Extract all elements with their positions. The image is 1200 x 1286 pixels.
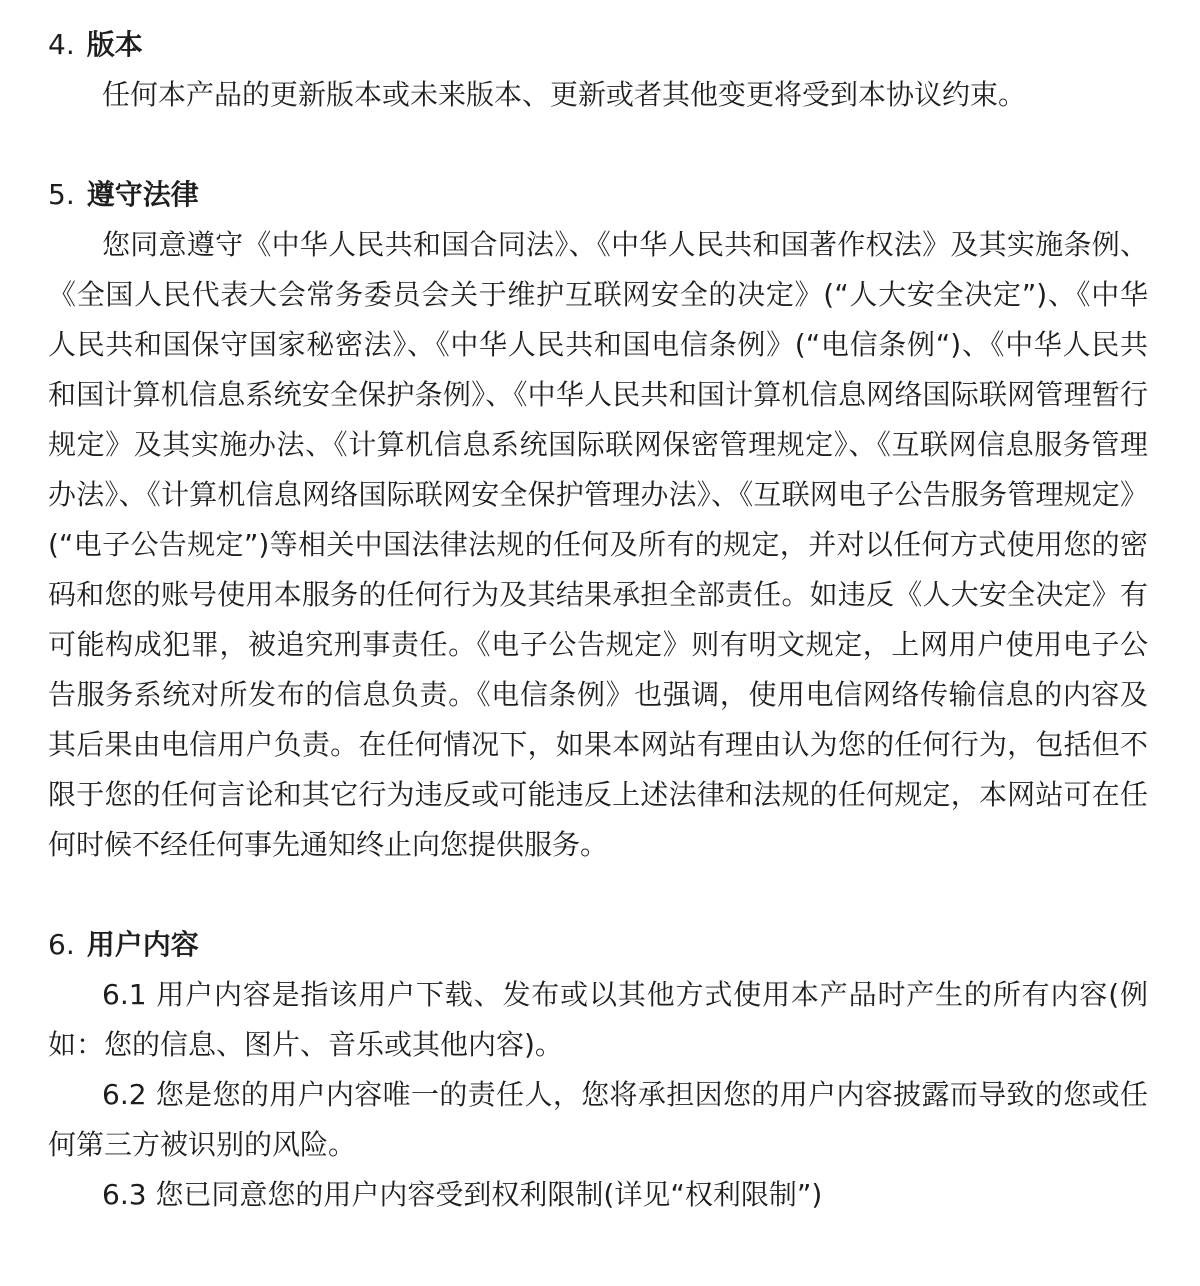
section-title: 用户内容	[86, 928, 199, 961]
section-paragraph: 6.1 用户内容是指该用户下载、发布或以其他方式使用本产品时产生的所有内容(例如：您的信息、图片、音乐或其他内容)。	[48, 978, 1148, 1061]
section-heading	[48, 20, 1148, 70]
section-number: 6.	[48, 928, 75, 961]
section-paragraph: 6.3 您已同意您的用户内容受到权利限制(详见“权利限制”)	[102, 1178, 823, 1211]
section-title: 版本	[86, 28, 143, 61]
section-version	[48, 20, 1148, 120]
section-user-content	[48, 920, 1148, 1220]
section-number: 4.	[48, 28, 75, 61]
section-paragraph: 任何本产品的更新版本或未来版本、更新或者其他变更将受到本协议约束。	[102, 78, 1027, 111]
section-legal-compliance	[48, 170, 1148, 870]
section-paragraph: 6.2 您是您的用户内容唯一的责任人，您将承担因您的用户内容披露而导致的您或任何第三方被识别的风险。	[48, 1078, 1148, 1161]
section-heading	[48, 170, 1148, 220]
section-paragraph: 您同意遵守《中华人民共和国合同法》、《中华人民共和国著作权法》及其实施条例、《全国人民代表大会常务委员会关于维护互联网安全的决定》(“人大安全决定”)、《中华人民共和国保守国家秘密法》、《中华人民共和国电信条例》(“电信条例“)、《中华人民共和国计算机信息系统安全保护条例》、《中华人民共和国计算机信息网络国际联网管理暂行规定》及其实施办法、《计算机信息系统国际联网保密管理规定》、《互联网信息服务管理办法》、《计算机信息网络国际联网安全保护管理办法》、《互联网电子公告服务管理规定》(“电子公告规定”)等相关中国法律法规的任何及所有的规定，并对以任何方式使用您的密码和您的账号使用本服务的任何行为及其结果承担全部责任。如违反《人大安全决定》有可能构成犯罪，被追究刑事责任。《电子公告规定》则有明文规定，上网用户使用电子公告服务系统对所发布的信息负责。《电信条例》也强调，使用电信网络传输信息的内容及其后果由电信用户负责。在任何情况下，如果本网站有理由认为您的任何行为，包括但不限于您的任何言论和其它行为违反或可能违反上述法律和法规的任何规定，本网站可在任何时候不经任何事先通知终止向您提供服务。	[48, 228, 1148, 861]
section-heading	[48, 920, 1148, 970]
section-title: 遵守法律	[86, 178, 199, 211]
section-number: 5.	[48, 178, 75, 211]
